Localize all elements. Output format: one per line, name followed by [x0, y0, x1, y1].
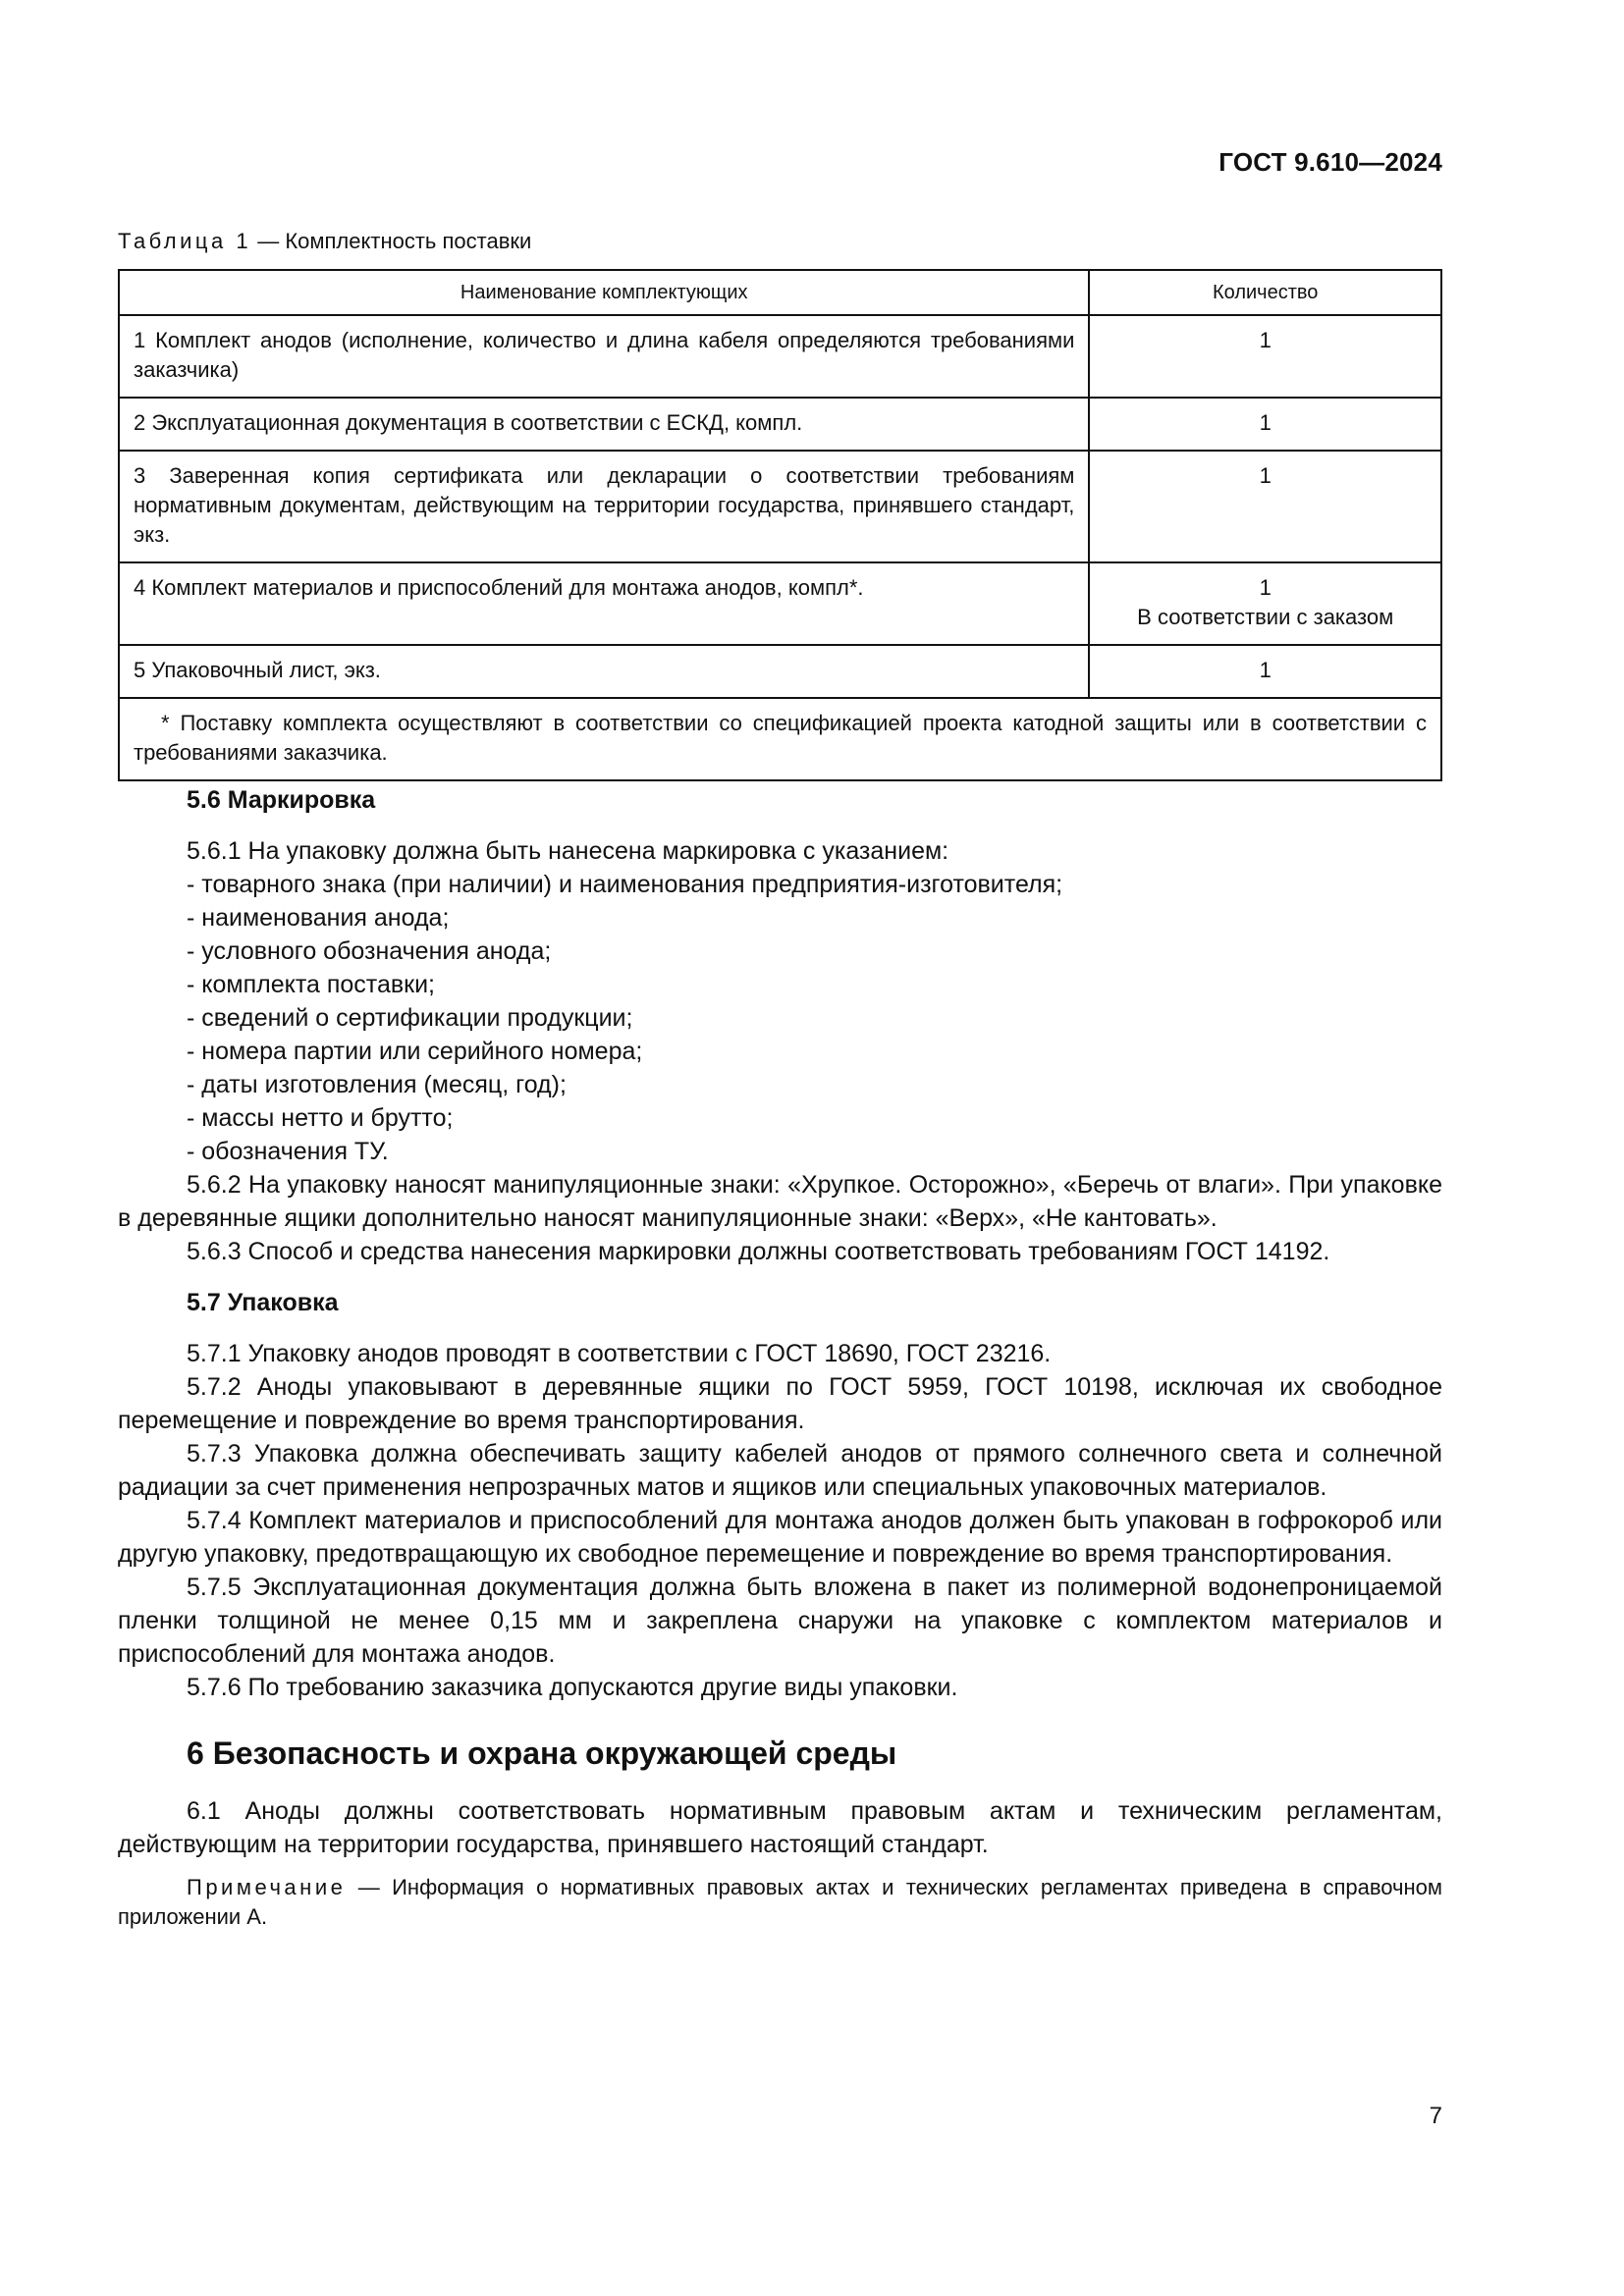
- paragraph-5-7-1: 5.7.1 Упаковку анодов проводят в соответствии с ГОСТ 18690, ГОСТ 23216.: [187, 1340, 1052, 1367]
- paragraph-5-7-5: 5.7.5 Эксплуатационная документация должна быть вложена в пакет из полимерной водонепроницаемой пленки толщиной не менее 0,15 мм и закреплена снаружи на упаковке с комплектом материалов и приспособлений для монтажа анодов.: [118, 1574, 1442, 1668]
- list-item: - номера партии или серийного номера;: [187, 1038, 643, 1065]
- main-text: [118, 783, 1442, 1932]
- paragraph-5-6-1: 5.6.1 На упаковку должна быть нанесена маркировка с указанием:: [187, 837, 949, 865]
- table-cell-quantity: 1: [1089, 315, 1441, 398]
- delivery-set-table: [118, 269, 1442, 781]
- table-caption: [118, 229, 531, 254]
- list-item: - сведений о сертификации продукции;: [187, 1004, 633, 1032]
- table-row: [119, 398, 1441, 451]
- table-cell-name: 2 Эксплуатационная документация в соответствии с ЕСКД, компл.: [119, 398, 1089, 451]
- quantity-value: 1: [1259, 575, 1272, 600]
- list-item: - условного обозначения анода;: [187, 937, 552, 965]
- table-cell-name: 4 Комплект материалов и приспособлений для монтажа анодов, компл*.: [119, 562, 1089, 645]
- section-heading-5-7: 5.7 Упаковка: [187, 1289, 339, 1316]
- table-row: [119, 451, 1441, 562]
- table-cell-name: 3 Заверенная копия сертификата или декларации о соответствии требованиям нормативным документам, действующим на территории государства, принявшего стандарт, экз.: [119, 451, 1089, 562]
- list-item: - товарного знака (при наличии) и наименования предприятия-изготовителя;: [187, 871, 1063, 898]
- note-label: Примечание: [187, 1875, 347, 1899]
- section-heading-6: 6 Безопасность и охрана окружающей среды: [187, 1735, 897, 1771]
- list-item: - массы нетто и брутто;: [187, 1104, 454, 1132]
- table-row: [119, 315, 1441, 398]
- column-header-name: Наименование комплектующих: [119, 270, 1089, 315]
- column-header-quantity: Количество: [1089, 270, 1441, 315]
- paragraph-5-6-3: 5.6.3 Способ и средства нанесения маркировки должны соответствовать требованиям ГОСТ 14192.: [187, 1238, 1330, 1265]
- document-id: ГОСТ 9.610—2024: [1218, 147, 1442, 177]
- list-item: - даты изготовления (месяц, год);: [187, 1071, 567, 1098]
- table-footnote: * Поставку комплекта осуществляют в соответствии со спецификацией проекта катодной защиты или в соответствии с требованиями заказчика.: [119, 698, 1441, 780]
- table-row: [119, 562, 1441, 645]
- section-heading-5-6: 5.6 Маркировка: [187, 786, 376, 814]
- table-cell-quantity: 1: [1089, 645, 1441, 698]
- table-cell-name: 5 Упаковочный лист, экз.: [119, 645, 1089, 698]
- quantity-note: В соответствии с заказом: [1137, 605, 1394, 629]
- paragraph-5-7-4: 5.7.4 Комплект материалов и приспособлений для монтажа анодов должен быть упакован в гофрокороб или другую упаковку, предотвращающую их свободное перемещение и повреждение во время транспортирования.: [118, 1507, 1442, 1568]
- table-cell-name: 1 Комплект анодов (исполнение, количество и длина кабеля определяются требованиями заказчика): [119, 315, 1089, 398]
- list-item: - комплекта поставки;: [187, 971, 435, 998]
- table-caption-label: Таблица 1: [118, 229, 252, 253]
- paragraph-6-1: 6.1 Аноды должны соответствовать нормативным правовым актам и техническим регламентам, действующим на территории государства, принявшего настоящий стандарт.: [118, 1797, 1442, 1858]
- table-row: [119, 645, 1441, 698]
- paragraph-5-7-2: 5.7.2 Аноды упаковывают в деревянные ящики по ГОСТ 5959, ГОСТ 10198, исключая их свободное перемещение и повреждение во время транспортирования.: [118, 1373, 1442, 1434]
- table-cell-quantity: 1: [1089, 451, 1441, 562]
- paragraph-5-6-2: 5.6.2 На упаковку наносят манипуляционные знаки: «Хрупкое. Осторожно», «Беречь от влаги». При упаковке в деревянные ящики дополнительно наносят манипуляционные знаки: «Верх», «Не кантовать».: [118, 1171, 1442, 1232]
- note-text: — Информация о нормативных правовых актах и технических регламентах приведена в справочном приложении А.: [118, 1875, 1442, 1929]
- list-item: - обозначения ТУ.: [187, 1138, 389, 1165]
- list-item: - наименования анода;: [187, 904, 450, 932]
- table-header-row: [119, 270, 1441, 315]
- note-paragraph: [118, 1873, 1442, 1932]
- table-footnote-row: [119, 698, 1441, 780]
- page-number: 7: [1429, 2103, 1442, 2129]
- table-cell-quantity: 1: [1089, 398, 1441, 451]
- table-cell-quantity: [1089, 562, 1441, 645]
- table-caption-title: — Комплектность поставки: [251, 229, 532, 253]
- paragraph-5-7-6: 5.7.6 По требованию заказчика допускаются другие виды упаковки.: [187, 1674, 958, 1701]
- paragraph-5-7-3: 5.7.3 Упаковка должна обеспечивать защиту кабелей анодов от прямого солнечного света и солнечной радиации за счет применения непрозрачных матов и ящиков или специальных упаковочных материалов.: [118, 1440, 1442, 1501]
